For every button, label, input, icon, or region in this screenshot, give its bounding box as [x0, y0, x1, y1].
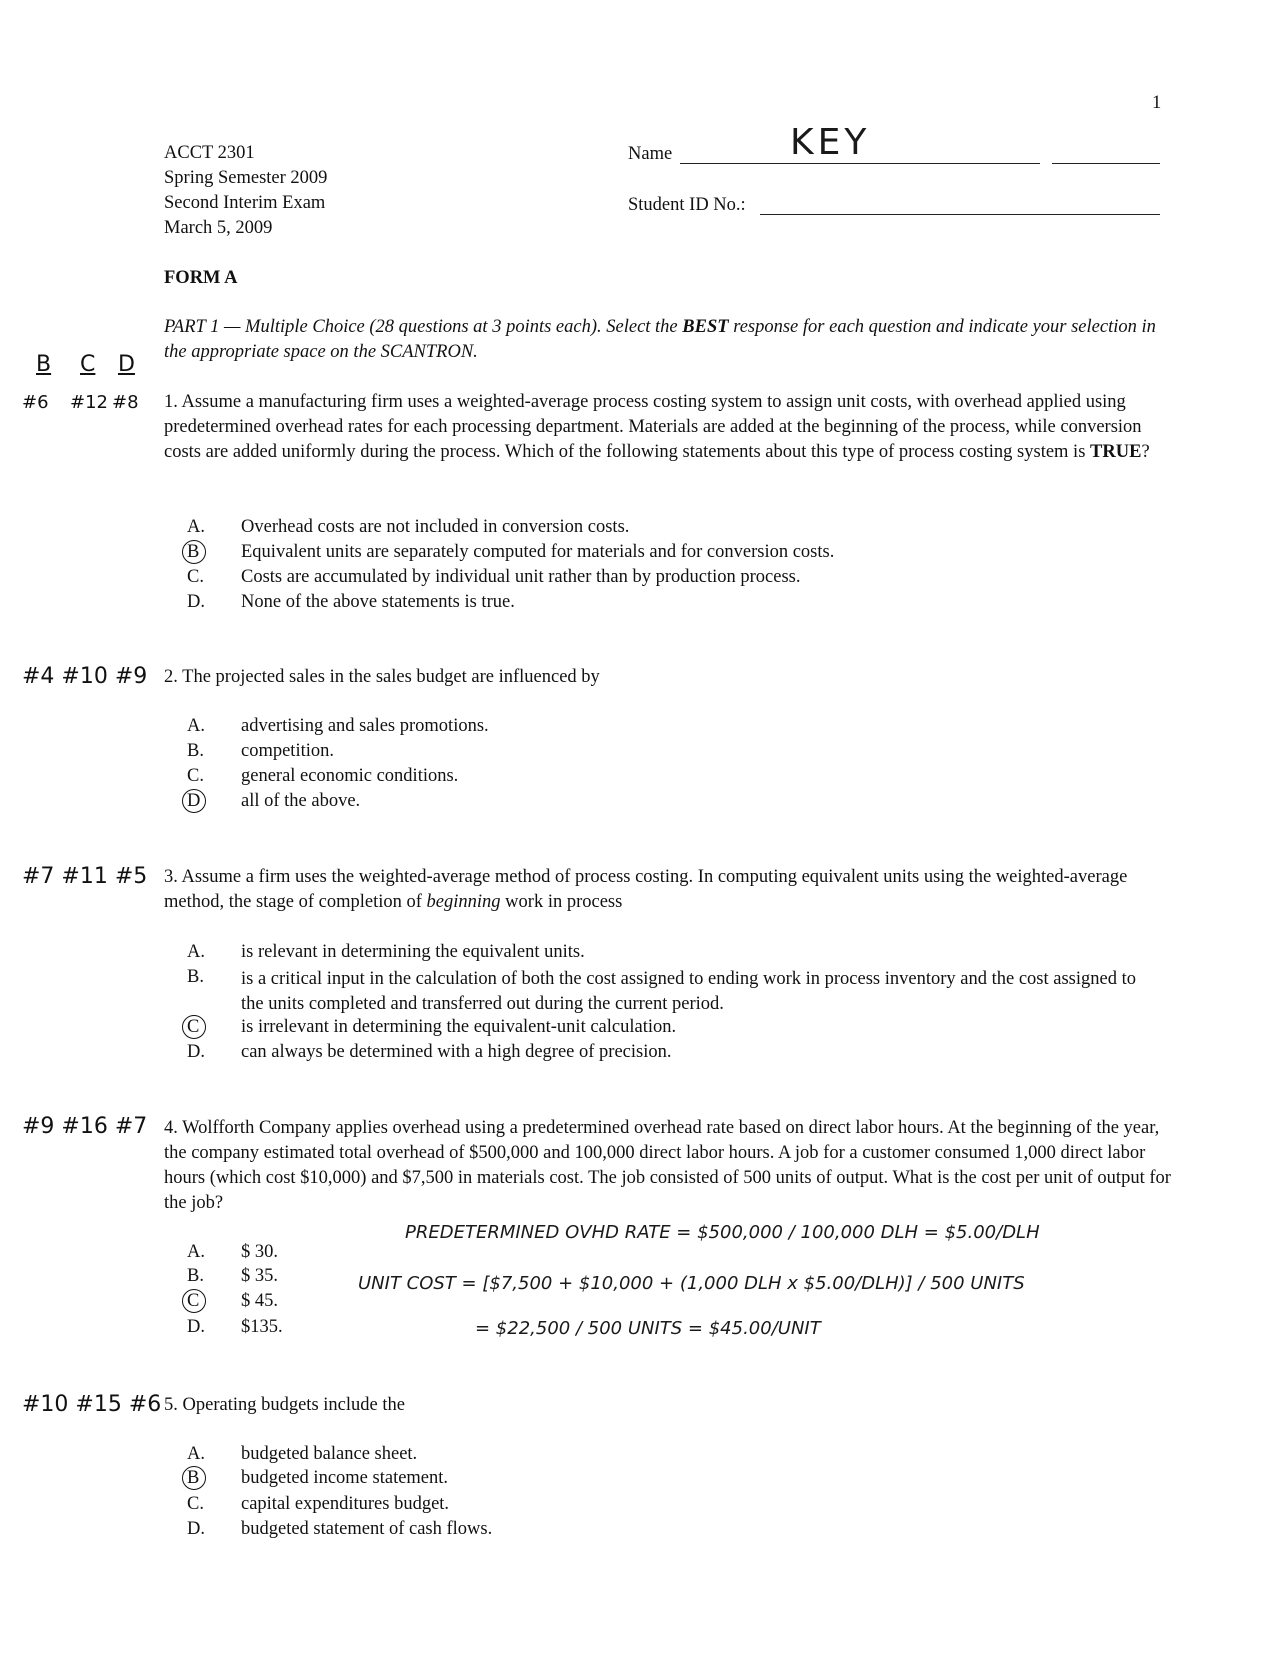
option-selected: [0, 542, 1280, 566]
question-text: 3. Assume a firm uses the weighted-average method of process costing. In computing equivalent units using the weighted-average method, the stage of completion of: [164, 867, 1128, 912]
option-letter: B.: [187, 967, 204, 987]
option: [0, 741, 1280, 765]
option-letter: D: [187, 791, 201, 811]
option-text: general economic conditions.: [241, 766, 459, 786]
option-text: all of the above.: [241, 791, 361, 811]
option-selected: [0, 1017, 1280, 1041]
student-id-line: [760, 214, 1160, 215]
option-text: budgeted statement of cash flows.: [241, 1519, 493, 1539]
option-letter: C: [187, 1291, 200, 1311]
option-text: Equivalent units are separately computed for materials and for conversion costs.: [241, 542, 835, 562]
option-letter: B: [187, 542, 200, 562]
option-text: $ 45.: [241, 1291, 278, 1311]
answer-circle: [182, 1289, 206, 1313]
option: [0, 1042, 1280, 1066]
form-label: FORM A: [164, 268, 238, 288]
option-selected: [0, 1291, 1280, 1315]
question-bold: TRUE: [1090, 442, 1142, 462]
option-letter: C: [187, 1017, 200, 1037]
option-text: None of the above statements is true.: [241, 592, 515, 612]
name-label: Name: [628, 144, 673, 164]
handwritten-work-line: PREDETERMINED OVHD RATE = $500,000 / 100,000 DLH = $5.00/DLH: [405, 1222, 1040, 1243]
option-text: Overhead costs are not included in conversion costs.: [241, 517, 630, 537]
option-letter: A.: [187, 1444, 205, 1464]
answer-circle: [182, 540, 206, 564]
option-letter: B: [187, 1468, 200, 1488]
question-5: 5. Operating budgets include the: [164, 1395, 405, 1415]
option-letter: C.: [187, 567, 204, 587]
option: [0, 766, 1280, 790]
option-text: capital expenditures budget.: [241, 1494, 450, 1514]
handwritten-work-line: UNIT COST = [$7,500 + $10,000 + (1,000 DLH x $5.00/DLH)] / 500 UNITS: [358, 1273, 1025, 1294]
option-letter: D.: [187, 592, 205, 612]
option-letter-circled: [187, 791, 200, 812]
question-1: [164, 390, 1174, 465]
option: [0, 1519, 1280, 1543]
option-letter: D.: [187, 1317, 205, 1337]
instructions-best: BEST: [682, 317, 729, 337]
option: [0, 942, 1280, 966]
instructions: [164, 315, 1174, 365]
option: [0, 716, 1280, 740]
option-letter: A.: [187, 517, 205, 537]
exam-date: March 5, 2009: [164, 218, 273, 238]
name-line: [680, 163, 1040, 164]
option-letter: A.: [187, 942, 205, 962]
option-text: Costs are accumulated by individual unit rather than by production process.: [241, 567, 801, 587]
option-letter: D.: [187, 1042, 205, 1062]
margin-numbers: #10 #15 #6: [22, 1392, 162, 1417]
option-letter: B.: [187, 1266, 204, 1286]
margin-answer: D: [118, 352, 135, 377]
option-text: budgeted balance sheet.: [241, 1444, 418, 1464]
option-text: budgeted income statement.: [241, 1468, 449, 1488]
student-id-label: Student ID No.:: [628, 195, 746, 215]
option-selected: [0, 1468, 1280, 1492]
margin-numbers: #7 #11 #5: [22, 864, 148, 889]
question-text: 1. Assume a manufacturing firm uses a weighted-average process costing system to assign unit costs, with overhead applied using predetermined overhead rates for each processing department. Materials are added at the beginning of the process, while conversion costs are added uniformly during the process. Which of the following statements about this type of process costing system is: [164, 392, 1142, 462]
option-letter-circled: [187, 1468, 199, 1489]
question-end: ?: [1141, 442, 1150, 462]
option-text: competition.: [241, 741, 334, 761]
semester: Spring Semester 2009: [164, 168, 328, 188]
instructions-text: PART 1 — Multiple Choice (28 questions at 3 points each). Select the: [164, 317, 683, 337]
name-line-2: [1052, 163, 1160, 164]
option: [0, 567, 1280, 591]
page-number: 1: [1152, 93, 1162, 113]
option-letter: A.: [187, 1242, 205, 1262]
answer-circle: [182, 1466, 206, 1490]
option-text: $ 30.: [241, 1242, 278, 1262]
margin-number: #6: [22, 392, 49, 413]
question-2: 2. The projected sales in the sales budget are influenced by: [164, 667, 600, 687]
course: ACCT 2301: [164, 143, 255, 163]
margin-number: #8: [112, 392, 139, 413]
option: [0, 1242, 1280, 1266]
option: [0, 1494, 1280, 1518]
margin-answer: C: [80, 352, 96, 377]
question-4: 4. Wolfforth Company applies overhead using a predetermined overhead rate based on direct labor hours. At the beginning of the year, the company estimated total overhead of $500,000 and 100,000 direct labor hours. A job for a customer consumed 1,000 direct labor hours (which cost $10,000) and $7,500 in materials cost. The job consisted of 500 units of output. What is the cost per unit of output for the job?: [164, 1118, 1171, 1213]
margin-numbers: #4 #10 #9: [22, 664, 148, 689]
handwritten-work-line: = $22,500 / 500 UNITS = $45.00/UNIT: [475, 1318, 821, 1339]
instructions-rest: response for each question and indicate your selection in the appropriate space on the SCANTRON.: [164, 317, 1156, 362]
option: [0, 517, 1280, 541]
option-text: can always be determined with a high degree of precision.: [241, 1042, 672, 1062]
option-text: $135.: [241, 1317, 283, 1337]
exam-title: Second Interim Exam: [164, 193, 326, 213]
question-italic: beginning: [426, 892, 501, 912]
option-text: is a critical input in the calculation of both the cost assigned to ending work in process inventory and the cost assigned to the units completed and transferred out during the current period.: [241, 969, 1136, 1014]
option: [0, 1444, 1280, 1468]
option-text: $ 35.: [241, 1266, 278, 1286]
question-3: [164, 865, 1174, 915]
margin-number: #12: [70, 392, 108, 413]
margin-numbers: #9 #16 #7: [22, 1114, 148, 1139]
question-end: work in process: [500, 892, 623, 912]
answer-circle: [182, 789, 206, 813]
option-text: is relevant in determining the equivalent units.: [241, 942, 585, 962]
option-text: advertising and sales promotions.: [241, 716, 489, 736]
option-letter: C.: [187, 1494, 204, 1514]
margin-answer: B: [36, 352, 52, 377]
answer-circle: [182, 1015, 206, 1039]
option-letter: A.: [187, 716, 205, 736]
option-letter-circled: [187, 1017, 199, 1038]
name-value: KEY: [790, 122, 871, 163]
option: [0, 592, 1280, 616]
option-letter-circled: [187, 542, 199, 563]
option-text: is irrelevant in determining the equivalent-unit calculation.: [241, 1017, 677, 1037]
option: [0, 967, 1280, 1017]
option-selected: [0, 791, 1280, 815]
option-letter: D.: [187, 1519, 205, 1539]
option-letter-circled: [187, 1291, 199, 1312]
option-letter: C.: [187, 766, 204, 786]
option-letter: B.: [187, 741, 204, 761]
